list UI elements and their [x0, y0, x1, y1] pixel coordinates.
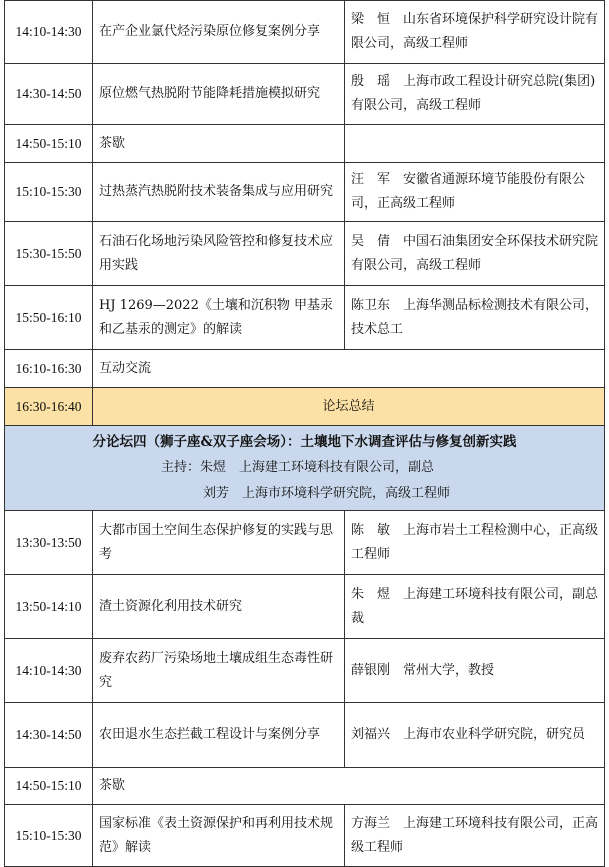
speaker-cell: 刘福兴 上海市农业科学研究院，研究员 — [345, 703, 605, 768]
topic-cell: 石油石化场地污染风险管控和修复技术应用实践 — [93, 222, 345, 286]
time-cell: 15:10-15:30 — [5, 163, 93, 222]
table-row — [5, 350, 605, 388]
time-cell: 13:30-13:50 — [5, 511, 93, 575]
table-row — [5, 768, 605, 805]
topic-cell: 渣土资源化利用技术研究 — [93, 575, 345, 639]
speaker-cell: 汪 军 安徽省通源环境节能股份有限公司，正高级工程师 — [345, 163, 605, 222]
speaker-cell: 方海兰 上海建工环境科技有限公司，正高级工程师 — [345, 805, 605, 867]
topic-cell: 原位燃气热脱附节能降耗措施模拟研究 — [93, 64, 345, 125]
topic-cell: 农田退水生态拦截工程设计与案例分享 — [93, 703, 345, 768]
time-cell: 14:30-14:50 — [5, 64, 93, 125]
time-cell: 14:10-14:30 — [5, 639, 93, 703]
summary-label: 论坛总结 — [93, 388, 605, 426]
session-header-row — [5, 426, 605, 511]
session-host-line-2: 刘芳 上海市环境科学研究院，高级工程师 — [203, 486, 451, 501]
time-cell: 15:30-15:50 — [5, 222, 93, 286]
time-cell: 16:10-16:30 — [5, 350, 93, 388]
time-cell: 14:10-14:30 — [5, 1, 93, 64]
time-cell: 15:10-15:30 — [5, 805, 93, 867]
speaker-cell: 吴 倩 中国石油集团安全环保技术研究院有限公司，高级工程师 — [345, 222, 605, 286]
table-row — [5, 222, 605, 286]
table-row — [5, 805, 605, 867]
speaker-cell: 薛银刚 常州大学，教授 — [345, 639, 605, 703]
topic-cell: 国家标准《表土资源保护和再利用技术规范》解读 — [93, 805, 345, 867]
table-row — [5, 64, 605, 125]
time-cell: 14:50-15:10 — [5, 768, 93, 805]
speaker-cell — [345, 125, 605, 163]
topic-cell: 大都市国土空间生态保护修复的实践与思考 — [93, 511, 345, 575]
topic-cell: 茶歇 — [93, 768, 605, 805]
topic-cell: 废弃农药厂污染场地土壤成组生态毒性研究 — [93, 639, 345, 703]
summary-row — [5, 388, 605, 426]
table-row — [5, 125, 605, 163]
speaker-cell: 梁 恒 山东省环境保护科学研究设计院有限公司，高级工程师 — [345, 1, 605, 64]
table-row — [5, 1, 605, 64]
topic-cell: 互动交流 — [93, 350, 605, 388]
time-cell: 15:50-16:10 — [5, 286, 93, 350]
speaker-cell: 朱 煜 上海建工环境科技有限公司，副总裁 — [345, 575, 605, 639]
table-row — [5, 163, 605, 222]
time-cell: 14:30-14:50 — [5, 703, 93, 768]
speaker-cell: 殷 瑶 上海市政工程设计研究总院(集团)有限公司，高级工程师 — [345, 64, 605, 125]
topic-cell: 在产企业氯代烃污染原位修复案例分享 — [93, 1, 345, 64]
time-cell: 13:50-14:10 — [5, 575, 93, 639]
topic-cell: HJ 1269—2022《土壤和沉积物 甲基汞和乙基汞的测定》的解读 — [93, 286, 345, 350]
table-row — [5, 511, 605, 575]
session-host-line-1: 主持：朱煜 上海建工环境科技有限公司，副总 — [161, 460, 435, 475]
time-cell: 14:50-15:10 — [5, 125, 93, 163]
speaker-cell: 陈 敏 上海市岩土工程检测中心，正高级工程师 — [345, 511, 605, 575]
session-header — [5, 426, 605, 511]
time-cell: 16:30-16:40 — [5, 388, 93, 426]
table-row — [5, 575, 605, 639]
speaker-cell: 陈卫东 上海华测品标检测技术有限公司，技术总工 — [345, 286, 605, 350]
table-row — [5, 703, 605, 768]
agenda-table — [4, 0, 605, 867]
topic-cell: 茶歇 — [93, 125, 345, 163]
table-row — [5, 639, 605, 703]
topic-cell: 过热蒸汽热脱附技术装备集成与应用研究 — [93, 163, 345, 222]
table-row — [5, 286, 605, 350]
session-title: 分论坛四（狮子座&双子座会场）：土壤地下水调查评估与修复创新实践 — [92, 434, 517, 450]
